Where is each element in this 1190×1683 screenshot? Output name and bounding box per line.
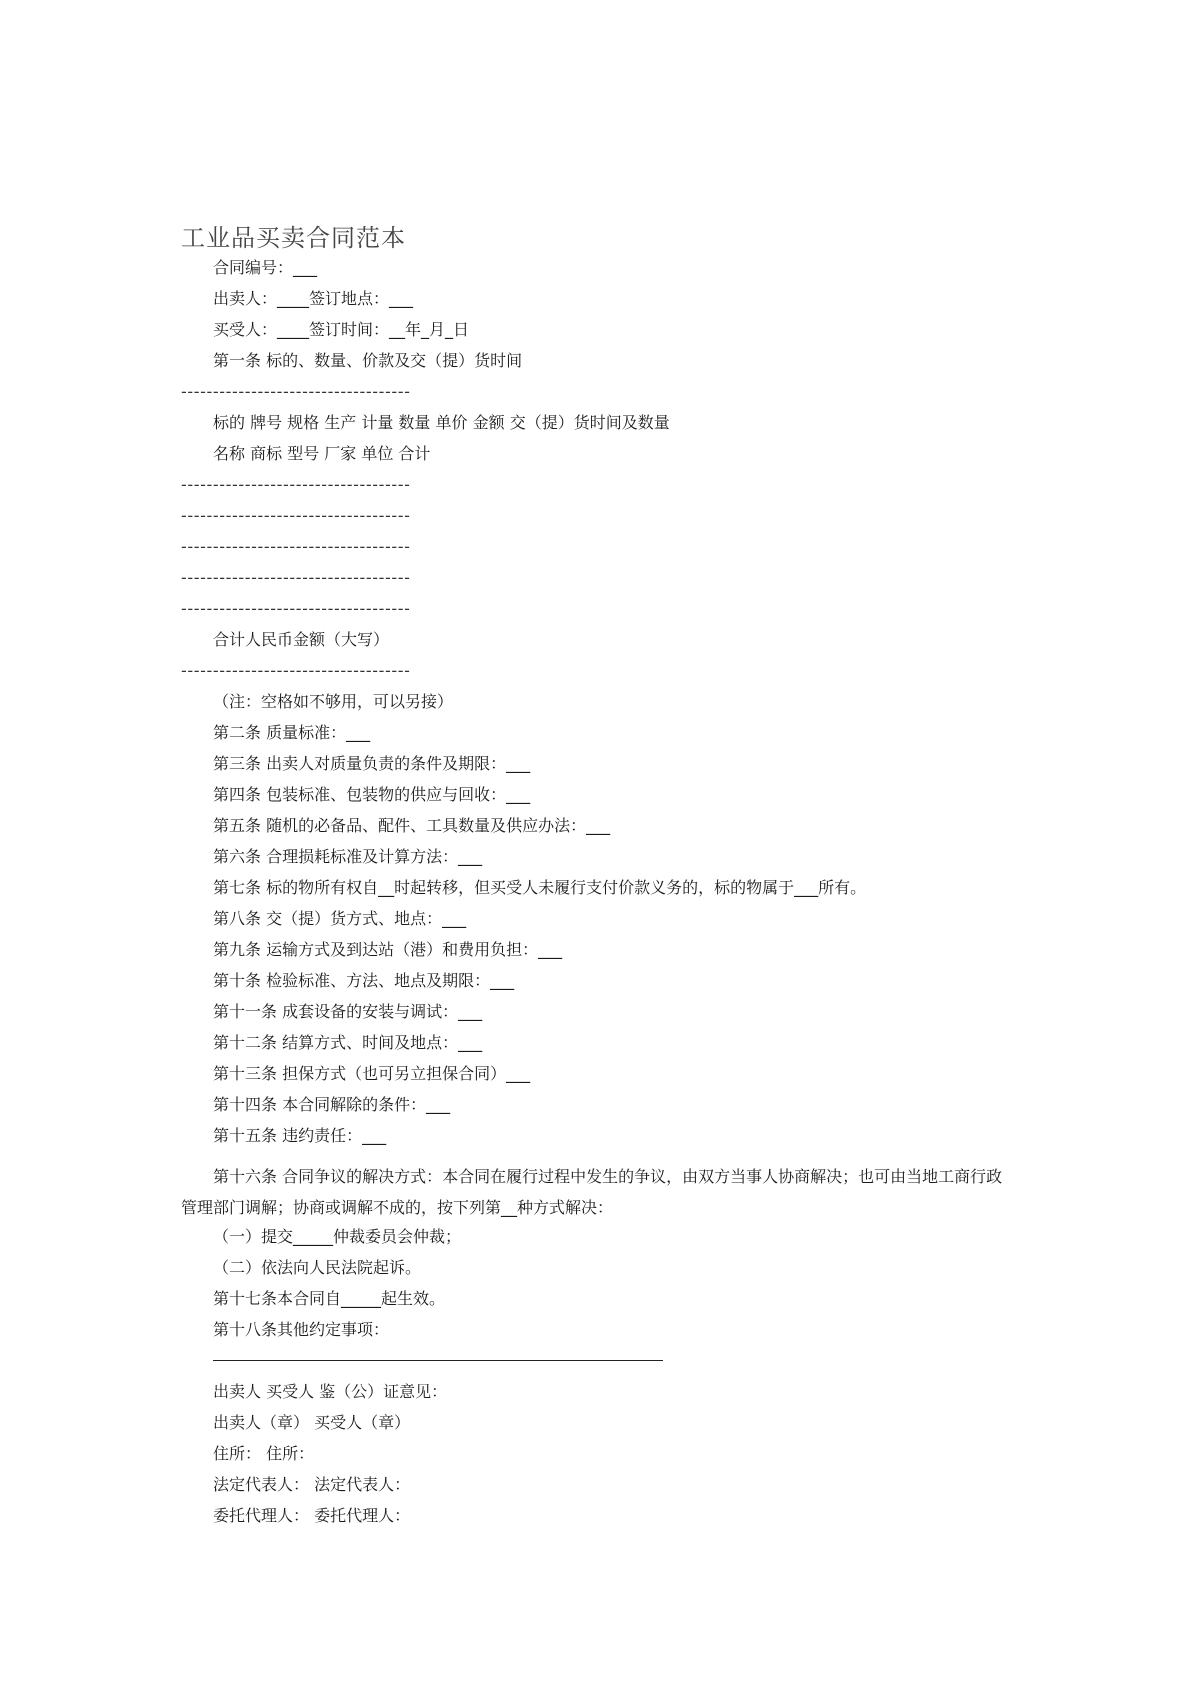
signature-agent: 委托代理人： 委托代理人： bbox=[213, 1506, 411, 1525]
signature-legal-rep: 法定代表人： 法定代表人： bbox=[213, 1475, 411, 1494]
article-13: 第十三条 担保方式（也可另立担保合同）___ bbox=[213, 1064, 531, 1083]
table-header-row-1: 标的 牌号 规格 生产 计量 数量 单价 金额 交（提）货时间及数量 bbox=[213, 413, 670, 432]
document-title: 工业品买卖合同范本 bbox=[181, 224, 406, 252]
signature-address: 住所： 住所： bbox=[213, 1444, 315, 1463]
table-blank-row: ------------------------------------ bbox=[181, 537, 411, 556]
article-16-option-1: （一）提交_____仲裁委员会仲裁； bbox=[213, 1227, 462, 1246]
total-amount-label: 合计人民币金额（大写） bbox=[213, 630, 390, 649]
table-blank-row: ------------------------------------ bbox=[181, 568, 411, 587]
article-16: 第十六条 合同争议的解决方式：本合同在履行过程中发生的争议，由双方当事人协商解决；也可由当地工商行政管理部门调解；协商或调解不成的，按下列第__种方式解决： bbox=[181, 1167, 1003, 1218]
signature-seals: 出卖人（章） 买受人（章） bbox=[213, 1413, 411, 1432]
article-10: 第十条 检验标准、方法、地点及期限：___ bbox=[213, 971, 515, 990]
total-divider: ------------------------------------ bbox=[181, 661, 411, 680]
table-blank-row: ------------------------------------ bbox=[181, 599, 411, 618]
article-6: 第六条 合理损耗标准及计算方法：___ bbox=[213, 847, 483, 866]
article-2: 第二条 质量标准：___ bbox=[213, 723, 371, 742]
article-7: 第七条 标的物所有权自__时起转移，但买受人未履行支付价款义务的，标的物属于___所有。 bbox=[213, 878, 867, 897]
divider: ------------------------------------ bbox=[181, 382, 411, 401]
table-note: （注：空格如不够用，可以另接） bbox=[213, 692, 454, 711]
table-blank-row: ------------------------------------ bbox=[181, 506, 411, 525]
table-header-row-2: 名称 商标 型号 厂家 单位 合计 bbox=[213, 444, 431, 463]
article-3: 第三条 出卖人对质量负责的条件及期限：___ bbox=[213, 754, 531, 773]
signature-parties: 出卖人 买受人 鉴（公）证意见： bbox=[213, 1382, 448, 1401]
article-18: 第十八条其他约定事项： bbox=[213, 1320, 390, 1339]
article-14: 第十四条 本合同解除的条件：___ bbox=[213, 1095, 451, 1114]
seller-line: 出卖人：____签订地点：___ bbox=[213, 289, 414, 308]
table-blank-row: ------------------------------------ bbox=[181, 475, 411, 494]
contract-number: 合同编号：___ bbox=[213, 258, 318, 277]
article-17: 第十七条本合同自_____起生效。 bbox=[213, 1289, 446, 1308]
article-12: 第十二条 结算方式、时间及地点：___ bbox=[213, 1033, 483, 1052]
article-4: 第四条 包装标准、包装物的供应与回收：___ bbox=[213, 785, 531, 804]
article-16-option-2: （二）依法向人民法院起诉。 bbox=[213, 1258, 422, 1277]
signature-rule bbox=[213, 1360, 663, 1361]
article-15: 第十五条 违约责任：___ bbox=[213, 1126, 387, 1145]
article-5: 第五条 随机的必备品、配件、工具数量及供应办法：___ bbox=[213, 816, 611, 835]
article-11: 第十一条 成套设备的安装与调试：___ bbox=[213, 1002, 483, 1021]
buyer-line: 买受人：____签订时间：__年_月_日 bbox=[213, 320, 470, 339]
article-9: 第九条 运输方式及到达站（港）和费用负担：___ bbox=[213, 940, 563, 959]
article-8: 第八条 交（提）货方式、地点：___ bbox=[213, 909, 467, 928]
article-1-heading: 第一条 标的、数量、价款及交（提）货时间 bbox=[213, 351, 523, 370]
